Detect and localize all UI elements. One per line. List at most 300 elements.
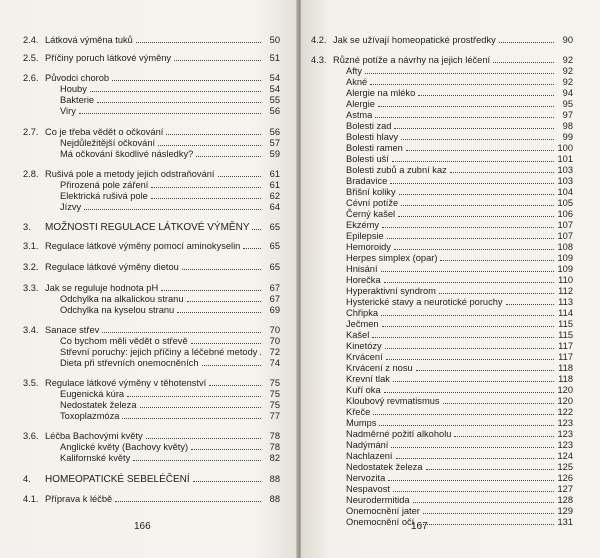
dot-leader: [417, 523, 554, 525]
toc-section-number: 3.1.: [23, 241, 39, 251]
dot-leader: [423, 512, 554, 514]
toc-entry: [23, 358, 280, 369]
toc-page-number: 82: [269, 453, 280, 463]
dot-leader: [382, 226, 554, 228]
toc-entry-title: Příprava k léčbě: [45, 494, 113, 504]
toc-page-number: 108: [557, 242, 573, 252]
toc-entry: [311, 396, 573, 407]
dot-leader: [379, 424, 554, 426]
dot-leader: [166, 133, 261, 135]
toc-entry: [23, 73, 280, 84]
toc-entry: [23, 283, 280, 294]
dot-leader: [127, 395, 261, 397]
toc-entry-title: Ječmen: [346, 319, 379, 329]
toc-entry: [311, 143, 573, 154]
toc-entry-title: Dieta při střevních onemocněních: [60, 358, 199, 368]
toc-entry-title: Bolesti zubů a zubní kaz: [346, 165, 447, 175]
toc-page-number: 78: [269, 431, 280, 441]
right-page-number: 167: [411, 521, 428, 532]
toc-page-number: 118: [558, 374, 573, 384]
dot-leader: [372, 336, 554, 338]
toc-section-number: 2.6.: [23, 73, 39, 83]
dot-leader: [133, 459, 261, 461]
toc-entry-title: Nespavost: [346, 484, 390, 494]
toc-section-number: 3.5.: [23, 378, 39, 388]
toc-entry: [23, 202, 280, 213]
toc-entry: [311, 165, 573, 176]
toc-page-number: 72: [269, 347, 280, 357]
toc-entry-title: Anglické květy (Bachovy květy): [60, 442, 189, 452]
toc-entry: [23, 431, 280, 442]
toc-entry: [311, 429, 573, 440]
toc-page-number: 57: [269, 138, 280, 148]
toc-entry: [311, 55, 573, 66]
dot-leader: [392, 160, 554, 162]
dot-leader: [209, 384, 261, 386]
toc-entry: [311, 198, 573, 209]
toc-entry-title: Regulace látkové výměny dietou: [45, 262, 179, 272]
toc-page-number: 115: [558, 330, 573, 340]
toc-entry: [311, 374, 573, 385]
toc-entry: [311, 264, 573, 275]
toc-entry: [311, 154, 573, 165]
toc-entry: [23, 494, 280, 505]
toc-page-number: 104: [557, 187, 573, 197]
dot-leader: [393, 380, 554, 382]
toc-page-number: 65: [269, 262, 280, 272]
dot-leader: [406, 149, 554, 151]
left-page-number: 166: [134, 521, 151, 532]
toc-page-number: 99: [562, 132, 573, 142]
toc-entry-title: Hyperaktivní syndrom: [346, 286, 436, 296]
dot-leader: [398, 215, 554, 217]
dot-leader: [396, 457, 554, 459]
dot-leader: [390, 182, 554, 184]
dot-leader: [378, 105, 554, 107]
toc-entry: [311, 66, 573, 77]
toc-page-number: 117: [558, 352, 573, 362]
toc-entry-title: Co je třeba vědět o očkování: [45, 127, 164, 137]
toc-entry-title: Sanace střev: [45, 325, 100, 335]
toc-entry-title: Nejdůležitější očkování: [60, 138, 156, 148]
dot-leader: [182, 268, 261, 270]
toc-entry-title: Přirozená pole záření: [60, 180, 149, 190]
dot-leader: [393, 490, 554, 492]
toc-entry-title: Nadýmání: [346, 440, 389, 450]
toc-entry-title: Viry: [60, 106, 76, 116]
dot-leader: [151, 197, 261, 199]
toc-entry-title: Horečka: [346, 275, 381, 285]
toc-page-number: 101: [557, 154, 573, 164]
dot-leader: [97, 101, 261, 103]
toc-page-number: 50: [269, 35, 280, 45]
toc-entry-title: Látková výměna tuků: [45, 35, 133, 45]
dot-leader: [115, 500, 261, 502]
toc-entry-title: Kalifornské květy: [60, 453, 131, 463]
toc-section-number: 3.4.: [23, 325, 39, 335]
toc-entry-title: Bolesti hlavy: [346, 132, 399, 142]
toc-entry-title: Kuří oka: [346, 385, 381, 395]
toc-entry: [23, 53, 280, 64]
toc-page-number: 74: [269, 358, 280, 368]
toc-entry-title: Odchylka na alkalickou stranu: [60, 294, 184, 304]
dot-leader: [112, 79, 261, 81]
toc-entry: [311, 187, 573, 198]
toc-page-number: 113: [558, 297, 573, 307]
toc-section-number: 3.2.: [23, 262, 39, 272]
toc-entry: [311, 209, 573, 220]
toc-entry: [23, 127, 280, 138]
toc-entry: [311, 35, 573, 46]
toc-entry: [23, 474, 280, 485]
toc-entry: [311, 99, 573, 110]
toc-entry-title: Bolesti ramen: [346, 143, 403, 153]
toc-entry-title: Jak se reguluje hodnota pH: [45, 283, 159, 293]
toc-page-number: 106: [557, 209, 573, 219]
toc-entry-title: Střevní poruchy: jejich příčiny a léčebné metody: [60, 347, 258, 357]
toc-page-number: 98: [562, 121, 573, 131]
dot-leader: [418, 94, 554, 96]
dot-leader: [401, 204, 554, 206]
toc-entry-title: Bradavice: [346, 176, 388, 186]
toc-entry-title: Cévní potíže: [346, 198, 399, 208]
dot-leader: [174, 59, 261, 61]
toc-section-number: 4.2.: [311, 35, 327, 45]
toc-entry-title: Má očkování škodlivé následky?: [60, 149, 194, 159]
toc-entry: [23, 149, 280, 160]
toc-entry-title: Rušivá pole a metody jejich odstraňování: [45, 169, 215, 179]
toc-entry: [311, 77, 573, 88]
toc-page-number: 90: [562, 35, 573, 45]
toc-entry: [23, 241, 280, 252]
toc-entry: [311, 495, 573, 506]
dot-leader: [499, 41, 554, 43]
toc-page-number: 126: [557, 473, 573, 483]
toc-entry: [311, 297, 573, 308]
toc-entry-title: Herpes simplex (opar): [346, 253, 438, 263]
toc-page-number: 75: [269, 389, 280, 399]
toc-entry: [311, 319, 573, 330]
toc-page-number: 103: [557, 165, 573, 175]
toc-page-number: 59: [269, 149, 280, 159]
toc-section-number: 2.7.: [23, 127, 39, 137]
toc-entry-title: Kinetózy: [346, 341, 382, 351]
dot-leader: [382, 325, 554, 327]
toc-page-number: 109: [557, 264, 573, 274]
toc-page-number: 131: [557, 517, 573, 527]
dot-leader: [416, 369, 554, 371]
toc-entry-title: Hemoroidy: [346, 242, 391, 252]
toc-page-number: 70: [269, 325, 280, 335]
toc-page-number: 64: [269, 202, 280, 212]
toc-entry-title: Alergie na mléko: [346, 88, 416, 98]
toc-page-number: 105: [557, 198, 573, 208]
toc-entry-title: Jak se užívají homeopatické prostředky: [333, 35, 496, 45]
toc-page-number: 122: [557, 407, 573, 417]
toc-page-number: 56: [269, 127, 280, 137]
toc-entry: [311, 506, 573, 517]
toc-page-number: 123: [557, 440, 573, 450]
toc-page-number: 88: [269, 494, 280, 504]
dot-leader: [136, 41, 261, 43]
dot-leader: [388, 479, 554, 481]
toc-page-number: 56: [269, 106, 280, 116]
toc-entry-title: Krvácení: [346, 352, 383, 362]
toc-page-number: 70: [269, 336, 280, 346]
toc-page-number: 124: [557, 451, 573, 461]
left-toc-list: [0, 0, 297, 558]
toc-entry: [311, 88, 573, 99]
toc-entry: [23, 294, 280, 305]
toc-entry-title: Alergie: [346, 99, 375, 109]
toc-entry: [23, 180, 280, 191]
toc-entry: [311, 385, 573, 396]
dot-leader: [381, 314, 554, 316]
toc-entry-title: Hnisání: [346, 264, 378, 274]
toc-entry-title: Regulace látkové výměny v těhotenství: [45, 378, 207, 388]
toc-page-number: 61: [269, 169, 280, 179]
toc-entry: [311, 121, 573, 132]
toc-entry-title: Kašel: [346, 330, 370, 340]
toc-entry-title: Mumps: [346, 418, 377, 428]
toc-entry-title: Astma: [346, 110, 373, 120]
toc-entry-title: HOMEOPATICKÉ SEBELÉČENÍ: [45, 474, 190, 485]
dot-leader: [386, 358, 554, 360]
dot-leader: [426, 468, 555, 470]
toc-page-number: 118: [558, 363, 573, 373]
toc-entry: [311, 451, 573, 462]
toc-entry-title: Příčiny poruch látkové výměny: [45, 53, 172, 63]
toc-page-number: 120: [557, 396, 573, 406]
toc-entry-title: Elektrická rušivá pole: [60, 191, 148, 201]
dot-leader: [146, 437, 261, 439]
toc-page-number: 103: [557, 176, 573, 186]
toc-entry: [23, 222, 280, 233]
toc-entry: [23, 325, 280, 336]
toc-page-number: 75: [269, 378, 280, 388]
toc-entry: [311, 308, 573, 319]
toc-page-number: 100: [557, 143, 573, 153]
toc-page-number: 61: [269, 180, 280, 190]
toc-page-number: 128: [557, 495, 573, 505]
toc-page-number: 69: [269, 305, 280, 315]
toc-entry-title: Eugenická kúra: [60, 389, 125, 399]
toc-entry-title: Nachlazení: [346, 451, 393, 461]
toc-entry: [311, 231, 573, 242]
toc-page-number: 62: [269, 191, 280, 201]
toc-entry: [23, 378, 280, 389]
toc-entry-title: Nervozita: [346, 473, 386, 483]
toc-page-number: 55: [269, 95, 280, 105]
toc-entry: [23, 35, 280, 46]
toc-entry-title: Nedostatek železa: [60, 400, 137, 410]
dot-leader: [84, 208, 261, 210]
right-page: [301, 0, 600, 558]
toc-entry-title: Chřipka: [346, 308, 379, 318]
toc-page-number: 51: [269, 53, 280, 63]
toc-entry: [23, 169, 280, 180]
dot-leader: [440, 259, 554, 261]
toc-entry: [311, 462, 573, 473]
dot-leader: [193, 480, 261, 482]
toc-entry-title: Akné: [346, 77, 368, 87]
toc-entry-title: Neurodermitida: [346, 495, 410, 505]
toc-entry-title: Bolesti zad: [346, 121, 392, 131]
toc-entry: [311, 275, 573, 286]
toc-page-number: 94: [562, 88, 573, 98]
toc-entry-title: Krevní tlak: [346, 374, 390, 384]
toc-page-number: 123: [557, 418, 573, 428]
toc-entry: [311, 220, 573, 231]
toc-entry-title: Onemocnění jater: [346, 506, 420, 516]
dot-leader: [384, 391, 554, 393]
toc-entry: [311, 132, 573, 143]
toc-entry-title: Různé potíže a návrhy na jejich léčení: [333, 55, 491, 65]
dot-leader: [202, 364, 262, 366]
dot-leader: [413, 501, 554, 503]
toc-section-number: 2.5.: [23, 53, 39, 63]
toc-page-number: 67: [269, 294, 280, 304]
toc-entry: [23, 305, 280, 316]
toc-entry: [23, 262, 280, 273]
toc-entry-title: Epilepsie: [346, 231, 384, 241]
toc-entry: [311, 440, 573, 451]
toc-page-number: 129: [557, 506, 573, 516]
toc-page-number: 127: [557, 484, 573, 494]
toc-entry: [311, 110, 573, 121]
dot-leader: [151, 186, 261, 188]
toc-entry: [311, 484, 573, 495]
dot-leader: [394, 127, 554, 129]
dot-leader: [370, 83, 554, 85]
toc-section-number: 4.3.: [311, 55, 327, 65]
dot-leader: [385, 347, 554, 349]
toc-entry-title: Co bychom měli vědět o střevě: [60, 336, 188, 346]
toc-entry-title: Nedostatek železa: [346, 462, 423, 472]
dot-leader: [450, 171, 554, 173]
toc-entry-title: Regulace látkové výměny pomocí aminokyselin: [45, 241, 241, 251]
dot-leader: [191, 448, 261, 450]
dot-leader: [506, 303, 554, 305]
toc-section-number: 3.6.: [23, 431, 39, 441]
toc-entry-title: Afty: [346, 66, 363, 76]
toc-entry: [23, 138, 280, 149]
toc-page-number: 110: [558, 275, 573, 285]
dot-leader: [394, 248, 554, 250]
dot-leader: [218, 175, 261, 177]
dot-leader: [79, 112, 261, 114]
toc-entry: [23, 347, 280, 358]
toc-entry-title: Bakterie: [60, 95, 95, 105]
dot-leader: [122, 417, 261, 419]
toc-page-number: 109: [557, 253, 573, 263]
toc-page-number: 67: [269, 283, 280, 293]
dot-leader: [439, 292, 554, 294]
toc-section-number: 2.8.: [23, 169, 39, 179]
toc-page-number: 54: [269, 73, 280, 83]
toc-entry-title: Krvácení z nosu: [346, 363, 413, 373]
toc-entry-title: Léčba Bachovými květy: [45, 431, 143, 441]
dot-leader: [90, 90, 261, 92]
toc-entry: [311, 517, 573, 528]
toc-entry-title: Jízvy: [60, 202, 82, 212]
toc-page-number: 75: [269, 400, 280, 410]
dot-leader: [375, 116, 554, 118]
dot-leader: [191, 342, 261, 344]
left-page: [0, 0, 297, 558]
dot-leader: [387, 237, 554, 239]
toc-entry: [311, 242, 573, 253]
toc-entry-title: Nadměrné požití alkoholu: [346, 429, 452, 439]
toc-entry-title: Onemocnění očí: [346, 517, 415, 527]
toc-entry: [311, 352, 573, 363]
toc-entry: [23, 442, 280, 453]
toc-page-number: 125: [557, 462, 573, 472]
toc-entry-title: Toxoplazmóza: [60, 411, 120, 421]
toc-page-number: 65: [269, 222, 280, 232]
toc-page-number: 65: [269, 241, 280, 251]
toc-entry-title: Černý kašel: [346, 209, 396, 219]
toc-page-number: 120: [557, 385, 573, 395]
dot-leader: [102, 331, 261, 333]
toc-entry: [23, 400, 280, 411]
toc-entry-title: Hysterické stavy a neurotické poruchy: [346, 297, 503, 307]
toc-entry-title: Původci chorob: [45, 73, 110, 83]
toc-entry: [23, 453, 280, 464]
toc-entry: [311, 407, 573, 418]
dot-leader: [493, 61, 554, 63]
dot-leader: [260, 353, 261, 355]
dot-leader: [196, 155, 261, 157]
dot-leader: [177, 311, 261, 313]
toc-entry: [23, 389, 280, 400]
toc-page-number: 112: [558, 286, 573, 296]
toc-entry-title: Bolesti uší: [346, 154, 389, 164]
toc-page-number: 117: [558, 341, 573, 351]
toc-page-number: 107: [557, 220, 573, 230]
toc-entry: [311, 363, 573, 374]
toc-entry: [311, 253, 573, 264]
dot-leader: [252, 228, 261, 230]
toc-entry-title: Kloubový revmatismus: [346, 396, 440, 406]
dot-leader: [243, 247, 261, 249]
dot-leader: [443, 402, 554, 404]
dot-leader: [399, 193, 554, 195]
toc-entry-title: Houby: [60, 84, 87, 94]
toc-page-number: 123: [557, 429, 573, 439]
toc-entry: [23, 106, 280, 117]
toc-entry-title: Ekzémy: [346, 220, 380, 230]
toc-entry: [23, 95, 280, 106]
toc-entry-title: Břišní koliky: [346, 187, 396, 197]
dot-leader: [401, 138, 554, 140]
dot-leader: [158, 144, 261, 146]
dot-leader: [187, 300, 261, 302]
toc-page-number: 107: [557, 231, 573, 241]
toc-section-number: 3.: [23, 222, 31, 232]
toc-entry: [311, 341, 573, 352]
toc-section-number: 3.3.: [23, 283, 39, 293]
toc-section-number: 2.4.: [23, 35, 39, 45]
toc-page-number: 78: [269, 442, 280, 452]
dot-leader: [161, 289, 261, 291]
toc-page-number: 88: [269, 474, 280, 484]
dot-leader: [365, 72, 554, 74]
toc-section-number: 4.: [23, 474, 31, 484]
dot-leader: [373, 413, 554, 415]
dot-leader: [384, 281, 554, 283]
dot-leader: [140, 406, 262, 408]
